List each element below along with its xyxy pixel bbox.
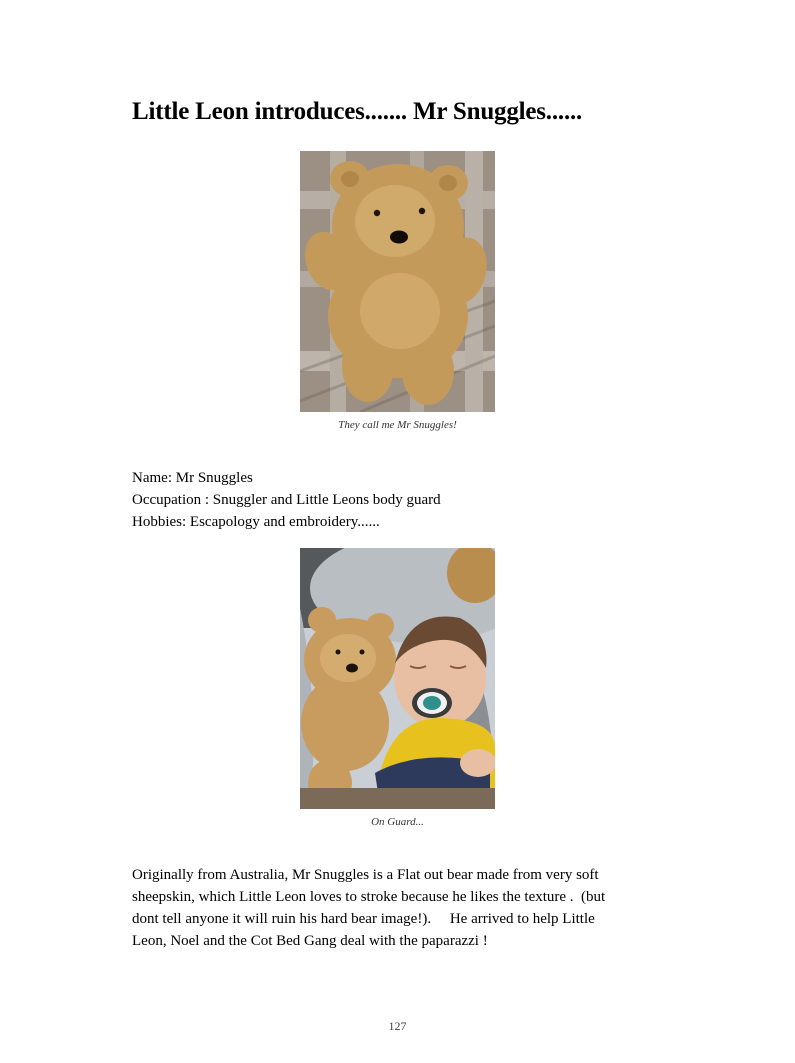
figure-caption: They call me Mr Snuggles!	[338, 419, 457, 431]
paragraph-line: sheepskin, which Little Leon loves to stroke because he likes the texture . (but	[132, 889, 606, 905]
baby-with-bear-photo	[300, 548, 495, 809]
profile-occupation: Occupation : Snuggler and Little Leons body guard	[132, 492, 441, 508]
page-number: 127	[388, 1019, 407, 1033]
paragraph-line: Originally from Australia, Mr Snuggles is a Flat out bear made from very soft	[132, 867, 599, 883]
paragraph-line: dont tell anyone it will ruin his hard bear image!). He arrived to help Little	[132, 911, 595, 927]
figure-caption: On Guard...	[371, 816, 424, 828]
profile-name: Name: Mr Snuggles	[132, 470, 253, 486]
profile-hobbies: Hobbies: Escapology and embroidery......	[132, 514, 380, 530]
profile-block	[132, 467, 441, 533]
paragraph-line: Leon, Noel and the Cot Bed Gang deal with the paparazzi !	[132, 933, 488, 949]
body-paragraph	[132, 864, 668, 952]
page-title: Little Leon introduces....... Mr Snuggles......	[132, 98, 583, 125]
teddy-bear-photo	[300, 151, 495, 412]
